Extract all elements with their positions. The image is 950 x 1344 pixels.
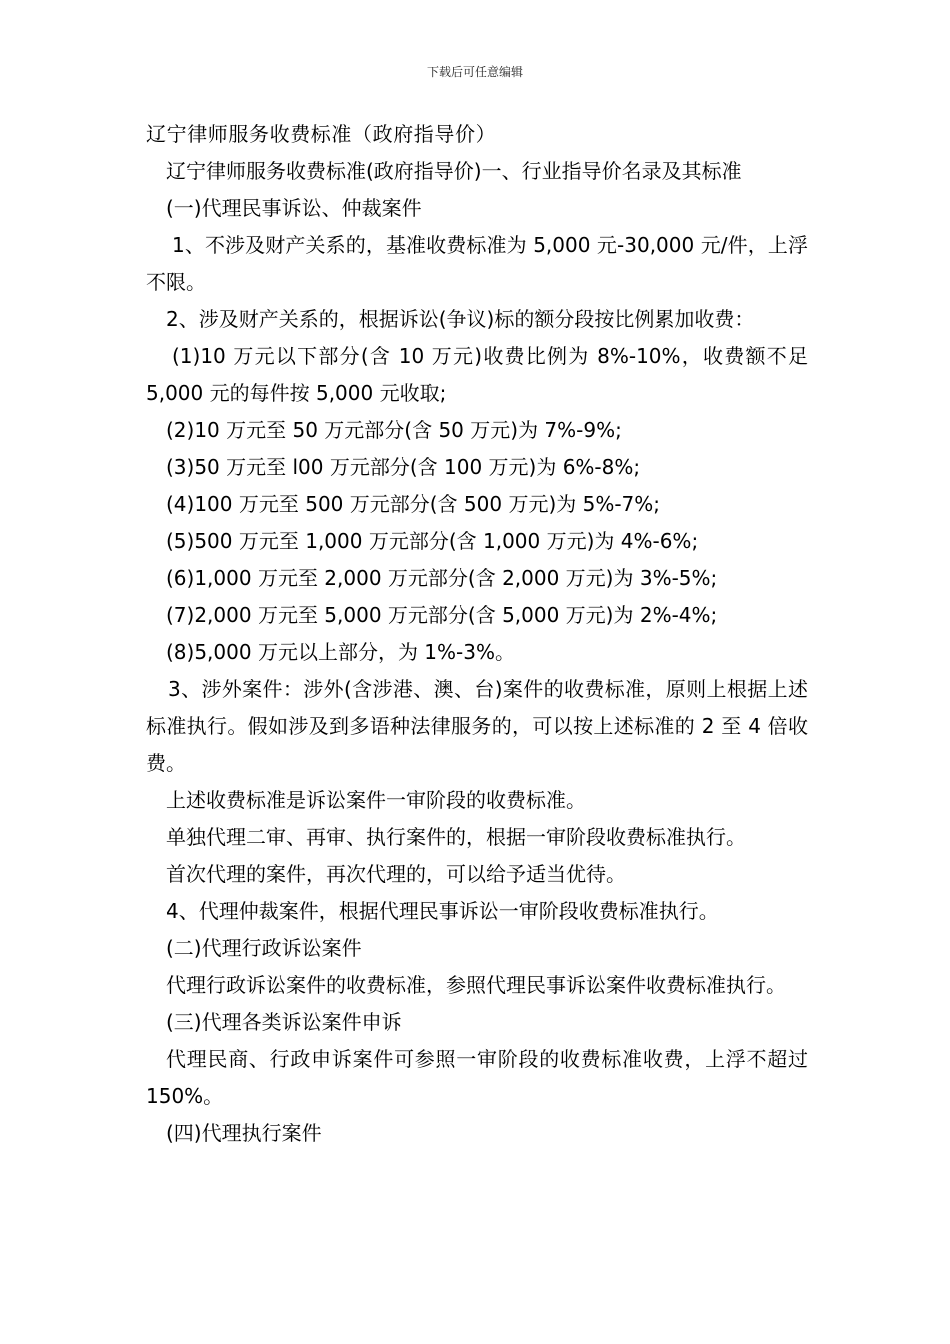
section-heading-administrative: (二)代理行政诉讼案件 [166, 936, 362, 960]
paragraph-item-1: 1、不涉及财产关系的，基准收费标准为 5,000 元-30,000 元/件，上浮不限。 [146, 233, 808, 294]
paragraph-item-4: 4、代理仲裁案件，根据代理民事诉讼一审阶段收费标准执行。 [166, 899, 719, 923]
page-header: 下载后可任意编辑 [426, 65, 523, 79]
paragraph-tier-8: (8)5,000 万元以上部分，为 1%-3%。 [166, 640, 515, 664]
section-heading-civil: (一)代理民事诉讼、仲裁案件 [166, 196, 422, 220]
paragraph-note-second-instance: 单独代理二审、再审、执行案件的，根据一审阶段收费标准执行。 [166, 825, 746, 849]
paragraph-tier-4: (4)100 万元至 500 万元部分(含 500 万元)为 5%-7%; [166, 492, 661, 516]
paragraph-note-discount: 首次代理的案件，再次代理的，可以给予适当优待。 [166, 862, 626, 886]
paragraph-appeal: 代理民商、行政申诉案件可参照一审阶段的收费标准收费，上浮不超过 150%。 [146, 1047, 808, 1108]
document-title: 辽宁律师服务收费标准（政府指导价） [146, 122, 497, 146]
section-heading-appeal: (三)代理各类诉讼案件申诉 [166, 1010, 402, 1034]
paragraph-tier-1: (1)10 万元以下部分(含 10 万元)收费比例为 8%-10%，收费额不足 5,000 元的每件按 5,000 元收取; [146, 344, 808, 405]
paragraph-item-3: 3、涉外案件：涉外(含涉港、澳、台)案件的收费标准，原则上根据上述标准执行。假如涉及到多语种法律服务的，可以按上述标准的 2 至 4 倍收费。 [146, 677, 808, 775]
document-body [146, 116, 808, 1152]
paragraph-item-2: 2、涉及财产关系的，根据诉讼(争议)标的额分段按比例累加收费： [166, 307, 755, 331]
paragraph-tier-3: (3)50 万元至 l00 万元部分(含 100 万元)为 6%-8%; [166, 455, 641, 479]
paragraph-intro: 辽宁律师服务收费标准(政府指导价)一、行业指导价名录及其标准 [166, 159, 742, 183]
paragraph-tier-5: (5)500 万元至 1,000 万元部分(含 1,000 万元)为 4%-6%; [166, 529, 699, 553]
paragraph-tier-6: (6)1,000 万元至 2,000 万元部分(含 2,000 万元)为 3%-5%; [166, 566, 718, 590]
paragraph-tier-7: (7)2,000 万元至 5,000 万元部分(含 5,000 万元)为 2%-4%; [166, 603, 718, 627]
section-heading-enforcement: (四)代理执行案件 [166, 1121, 322, 1145]
paragraph-tier-2: (2)10 万元至 50 万元部分(含 50 万元)为 7%-9%; [166, 418, 622, 442]
paragraph-administrative: 代理行政诉讼案件的收费标准，参照代理民事诉讼案件收费标准执行。 [166, 973, 786, 997]
paragraph-note-first-instance: 上述收费标准是诉讼案件一审阶段的收费标准。 [166, 788, 586, 812]
